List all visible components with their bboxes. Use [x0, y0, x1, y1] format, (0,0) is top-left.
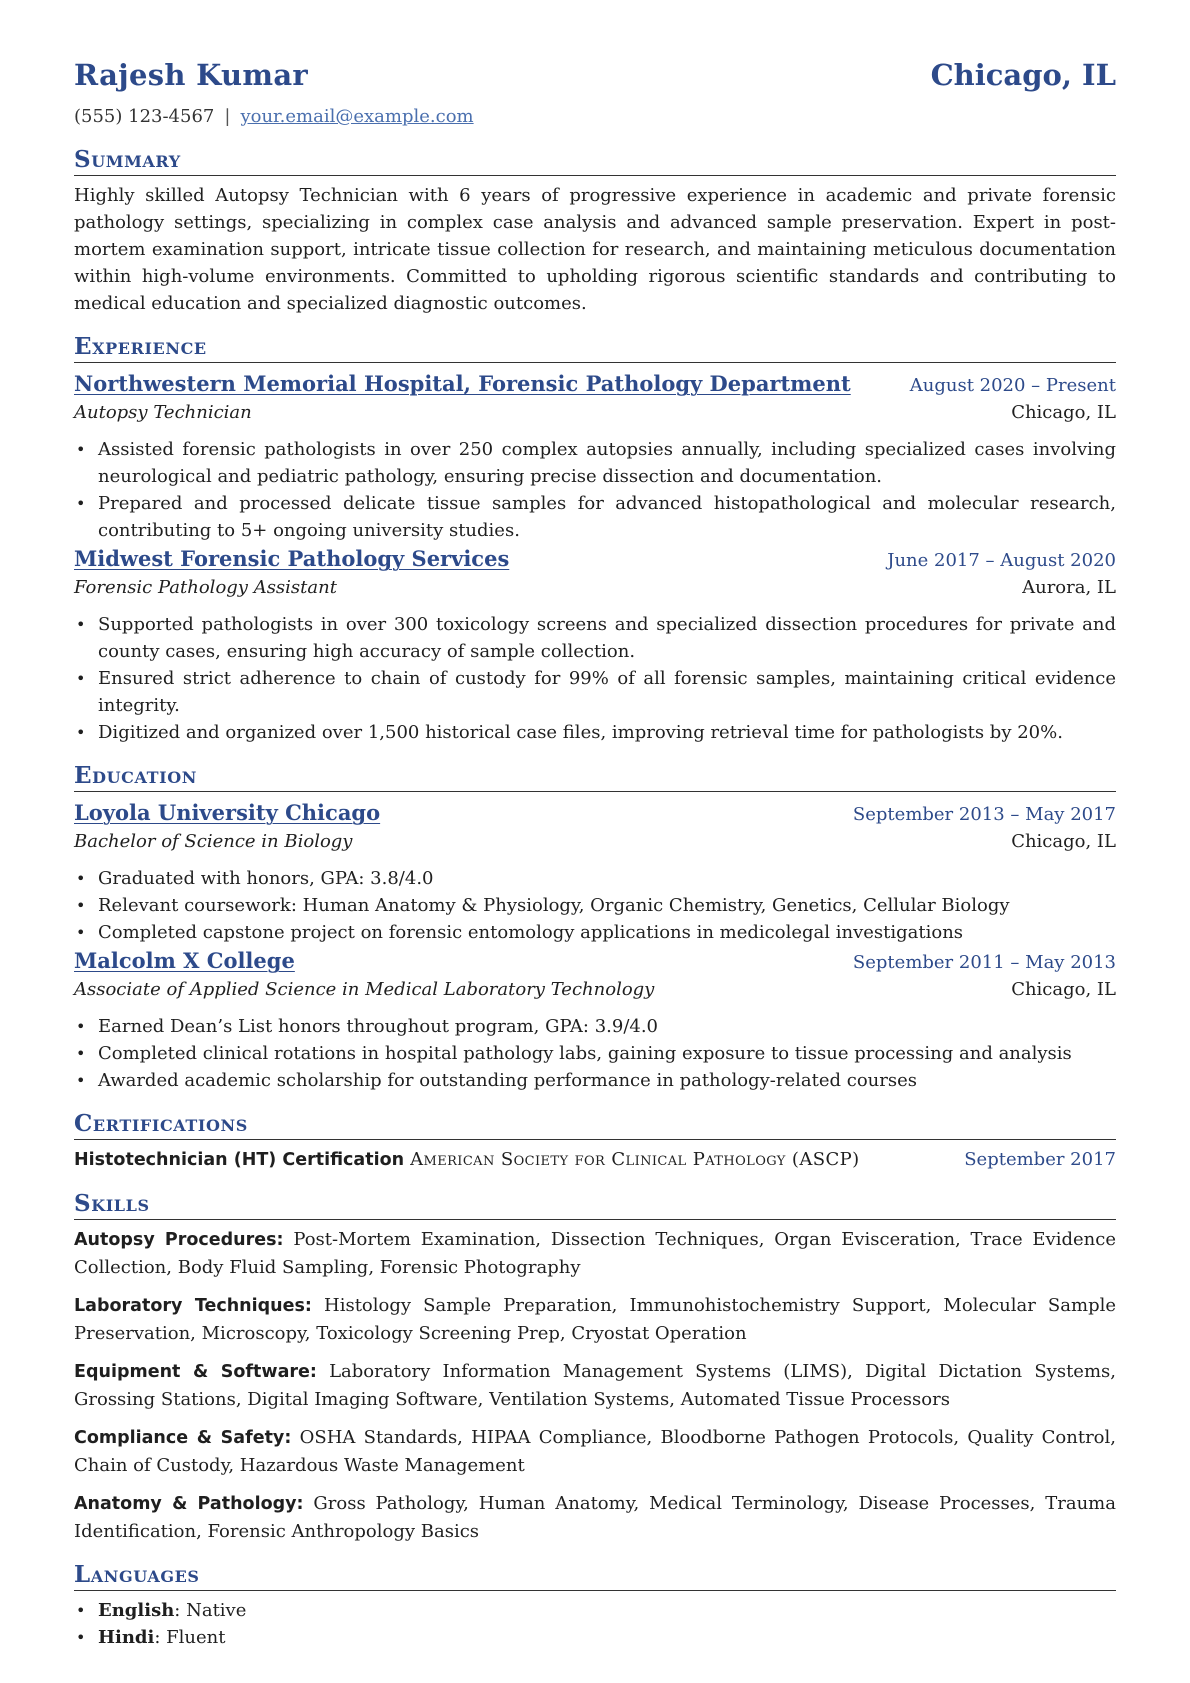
bullet-list — [74, 865, 1116, 946]
skill-group — [74, 1358, 1116, 1413]
entry-subheader — [74, 574, 1116, 601]
bullet-item: • Completed clinical rotations in hospital pathology labs, gaining exposure to tissue processing and analysis — [98, 1040, 1116, 1067]
bullet-item: • Graduated with honors, GPA: 3.8/4.0 — [98, 865, 1116, 892]
skill-group — [74, 1226, 1116, 1281]
skill-group — [74, 1292, 1116, 1347]
experience-entry — [74, 544, 1116, 746]
degree-title: Bachelor of Science in Biology — [74, 831, 353, 852]
section-title-summary: Summary — [74, 146, 1116, 176]
contact-separator: | — [224, 106, 231, 127]
entry-date: September 2011 – May 2013 — [852, 952, 1116, 973]
job-title: Autopsy Technician — [74, 402, 252, 423]
school-link[interactable]: Malcolm X College — [74, 948, 295, 973]
skill-group — [74, 1490, 1116, 1545]
entry-location: Chicago, IL — [1011, 831, 1116, 852]
language-name: English — [98, 1600, 175, 1621]
entry-location: Chicago, IL — [1011, 402, 1116, 423]
bullet-item: • Relevant coursework: Human Anatomy & Physiology, Organic Chemistry, Genetics, Cellular Biology — [98, 892, 1116, 919]
school-link[interactable]: Loyola University Chicago — [74, 800, 381, 825]
section-title-languages: Languages — [74, 1561, 1116, 1591]
candidate-name: Rajesh Kumar — [74, 58, 309, 92]
entry-location: Aurora, IL — [1022, 577, 1116, 598]
job-title: Forensic Pathology Assistant — [74, 577, 337, 598]
entry-date: August 2020 – Present — [909, 375, 1116, 396]
contact-line — [74, 103, 1116, 130]
skill-category: Compliance & Safety: — [74, 1428, 292, 1448]
employer-link[interactable]: Midwest Forensic Pathology Services — [74, 546, 510, 571]
candidate-location: Chicago, IL — [930, 58, 1116, 92]
skill-category: Laboratory Techniques: — [74, 1296, 312, 1316]
bullet-item: • Digitized and organized over 1,500 historical case files, improving retrieval time for pathologists by 20%. — [98, 719, 1116, 746]
certification-issuer: American Society for Clinical Pathology (ASCP) — [410, 1149, 860, 1170]
skill-category: Anatomy & Pathology: — [74, 1494, 304, 1514]
entry-subheader — [74, 399, 1116, 426]
skill-list: Post-Mortem Examination, Dissection Techniques, Organ Evisceration, Trace Evidence Collection, Body Fluid Sampling, Forensic Photography — [74, 1229, 1116, 1278]
phone-number: (555) 123-4567 — [74, 106, 215, 127]
skill-category: Equipment & Software: — [74, 1362, 317, 1382]
bullet-item: • Assisted forensic pathologists in over 250 complex autopsies annually, including specialized cases involving neurological and pediatric pathology, ensuring precise dissection and documentation. — [98, 436, 1116, 490]
bullet-list — [74, 611, 1116, 746]
certification-date: September 2017 — [964, 1149, 1116, 1170]
summary-text: Highly skilled Autopsy Technician with 6 years of progressive experience in academic and private forensic pathology settings, specializing in complex case analysis and advanced sample preservation. Expert in post-mortem examination support, intricate tissue collection for research, and maintaining meticulous documentation within high-volume environments. Committed to upholding rigorous scientific standards and contributing to medical education and specialized diagnostic outcomes. — [74, 185, 1116, 314]
skill-list: Gross Pathology, Human Anatomy, Medical Terminology, Disease Processes, Trauma Identification, Forensic Anthropology Basics — [74, 1493, 1116, 1542]
bullet-item: • Prepared and processed delicate tissue samples for advanced histopathological and molecular research, contributing to 5+ ongoing university studies. — [98, 490, 1116, 544]
bullet-item: • Earned Dean’s List honors throughout program, GPA: 3.9/4.0 — [98, 1013, 1116, 1040]
experience-entry — [74, 369, 1116, 544]
entry-header — [74, 369, 1116, 399]
skill-list: Histology Sample Preparation, Immunohistochemistry Support, Molecular Sample Preservation, Microscopy, Toxicology Screening Prep, Cryostat Operation — [74, 1295, 1116, 1344]
bullet-item: • Supported pathologists in over 300 toxicology screens and specialized dissection procedures for private and county cases, ensuring high accuracy of sample collection. — [98, 611, 1116, 665]
entry-header — [74, 798, 1116, 828]
employer-link[interactable]: Northwestern Memorial Hospital, Forensic Pathology Department — [74, 371, 851, 396]
language-level: : Fluent — [154, 1627, 226, 1648]
entry-location: Chicago, IL — [1011, 979, 1116, 1000]
language-item — [98, 1597, 1116, 1624]
section-title-certifications: Certifications — [74, 1110, 1116, 1140]
entry-date: September 2013 – May 2017 — [852, 804, 1116, 825]
entry-subheader — [74, 828, 1116, 855]
certification-item — [74, 1146, 1116, 1174]
bullet-list — [74, 1013, 1116, 1094]
resume-header — [74, 58, 1116, 92]
education-entry — [74, 798, 1116, 946]
bullet-item: • Completed capstone project on forensic entomology applications in medicolegal investigations — [98, 919, 1116, 946]
email-link[interactable]: your.email@example.com — [240, 106, 474, 127]
section-title-education: Education — [74, 762, 1116, 792]
bullet-list — [74, 436, 1116, 544]
language-list — [74, 1597, 1116, 1651]
language-level: : Native — [174, 1600, 247, 1621]
certification-name: Histotechnician (HT) Certification — [74, 1150, 405, 1170]
section-title-skills: Skills — [74, 1190, 1116, 1220]
language-item — [98, 1624, 1116, 1651]
bullet-item: • Awarded academic scholarship for outstanding performance in pathology-related courses — [98, 1067, 1116, 1094]
entry-subheader — [74, 976, 1116, 1003]
language-name: Hindi — [98, 1627, 155, 1648]
entry-header — [74, 544, 1116, 574]
bullet-item: • Ensured strict adherence to chain of custody for 99% of all forensic samples, maintaining critical evidence integrity. — [98, 665, 1116, 719]
education-entry — [74, 946, 1116, 1094]
skill-group — [74, 1424, 1116, 1479]
skill-list: Laboratory Information Management Systems (LIMS), Digital Dictation Systems, Grossing Stations, Digital Imaging Software, Ventilation Systems, Automated Tissue Processors — [74, 1361, 1116, 1410]
entry-date: June 2017 – August 2020 — [887, 550, 1116, 571]
skill-category: Autopsy Procedures: — [74, 1230, 284, 1250]
section-title-experience: Experience — [74, 333, 1116, 363]
certification-label — [74, 1146, 860, 1174]
skill-list: OSHA Standards, HIPAA Compliance, Bloodborne Pathogen Protocols, Quality Control, Chain of Custody, Hazardous Waste Management — [74, 1427, 1116, 1476]
degree-title: Associate of Applied Science in Medical Laboratory Technology — [74, 979, 655, 1000]
entry-header — [74, 946, 1116, 976]
